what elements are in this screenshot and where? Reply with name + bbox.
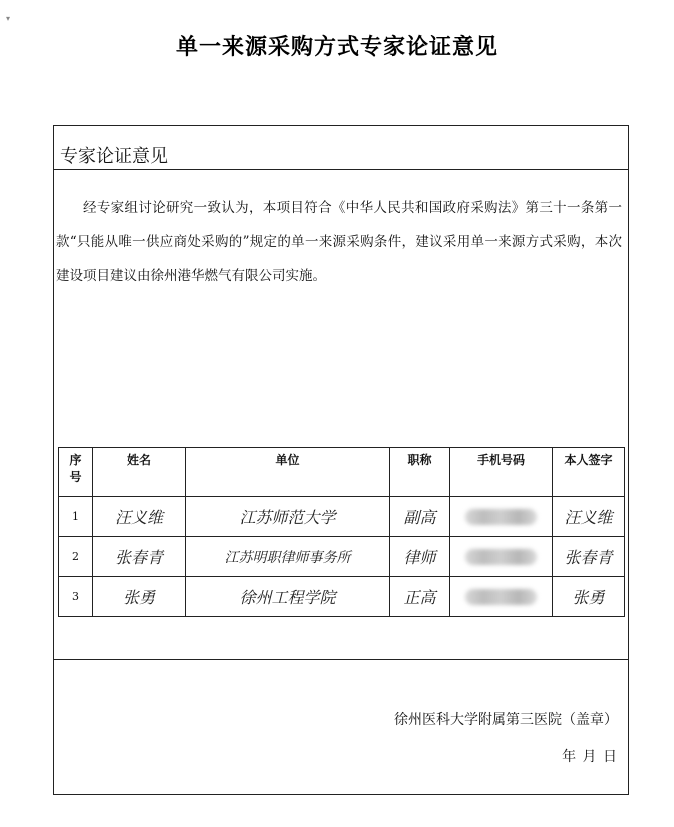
row-unit — [186, 537, 390, 577]
header-unit: 单位 — [186, 448, 390, 497]
header-seq: 序 号 — [59, 448, 93, 497]
row-signature — [553, 537, 625, 577]
section-title: 专家论证意见 — [60, 146, 168, 167]
header-name: 姓名 — [93, 448, 186, 497]
redacted-phone — [465, 589, 537, 605]
row-title — [390, 537, 450, 577]
expert-table — [58, 447, 625, 617]
row-name — [93, 577, 186, 617]
row-phone — [450, 537, 553, 577]
row-seq: 1 — [59, 497, 93, 537]
row-title — [390, 577, 450, 617]
handwritten-unit: 江苏明职律师事务所 — [224, 549, 351, 566]
handwritten-title: 副高 — [403, 508, 436, 527]
redacted-phone — [465, 509, 537, 525]
row-phone — [450, 497, 553, 537]
row-unit — [186, 497, 390, 537]
signature: 汪义维 — [564, 508, 613, 527]
page-title: 单一来源采购方式专家论证意见 — [175, 35, 498, 60]
table-row — [59, 497, 625, 537]
row-phone — [450, 577, 553, 617]
row-unit — [186, 577, 390, 617]
handwritten-name: 张春青 — [114, 548, 163, 567]
signature: 张勇 — [572, 588, 605, 607]
table-row — [59, 537, 625, 577]
table-row — [59, 577, 625, 617]
header-signature: 本人签字 — [553, 448, 625, 497]
row-signature — [553, 497, 625, 537]
header-title: 职称 — [390, 448, 450, 497]
date-line: 年 月 日 — [562, 749, 618, 765]
handwritten-name: 张勇 — [122, 588, 155, 607]
row-title — [390, 497, 450, 537]
opinion-paragraph: 经专家组讨论研究一致认为，本项目符合《中华人民共和国政府采购法》第三十一条第一款“只能从唯一供应商处采购的”规定的单一来源采购条件，建议采用单一来源方式采购，本次建设项目建议由徐州港华燃气有限公司实施。 — [56, 200, 622, 284]
corner-mark: ▾ — [6, 14, 11, 23]
row-name — [93, 497, 186, 537]
row-seq: 2 — [59, 537, 93, 577]
divider — [54, 169, 628, 170]
redacted-phone — [465, 549, 537, 565]
divider — [54, 659, 628, 660]
signature: 张春青 — [564, 548, 613, 567]
row-name — [93, 537, 186, 577]
header-phone: 手机号码 — [450, 448, 553, 497]
opinion-frame — [53, 125, 629, 795]
handwritten-title: 律师 — [403, 548, 436, 567]
handwritten-unit: 江苏师范大学 — [239, 508, 336, 527]
hospital-seal-label: 徐州医科大学附属第三医院（盖章） — [394, 712, 618, 728]
handwritten-unit: 徐州工程学院 — [239, 588, 336, 607]
handwritten-name: 汪义维 — [114, 508, 163, 527]
handwritten-title: 正高 — [403, 588, 436, 607]
table-header-row — [59, 448, 625, 497]
row-seq: 3 — [59, 577, 93, 617]
row-signature — [553, 577, 625, 617]
